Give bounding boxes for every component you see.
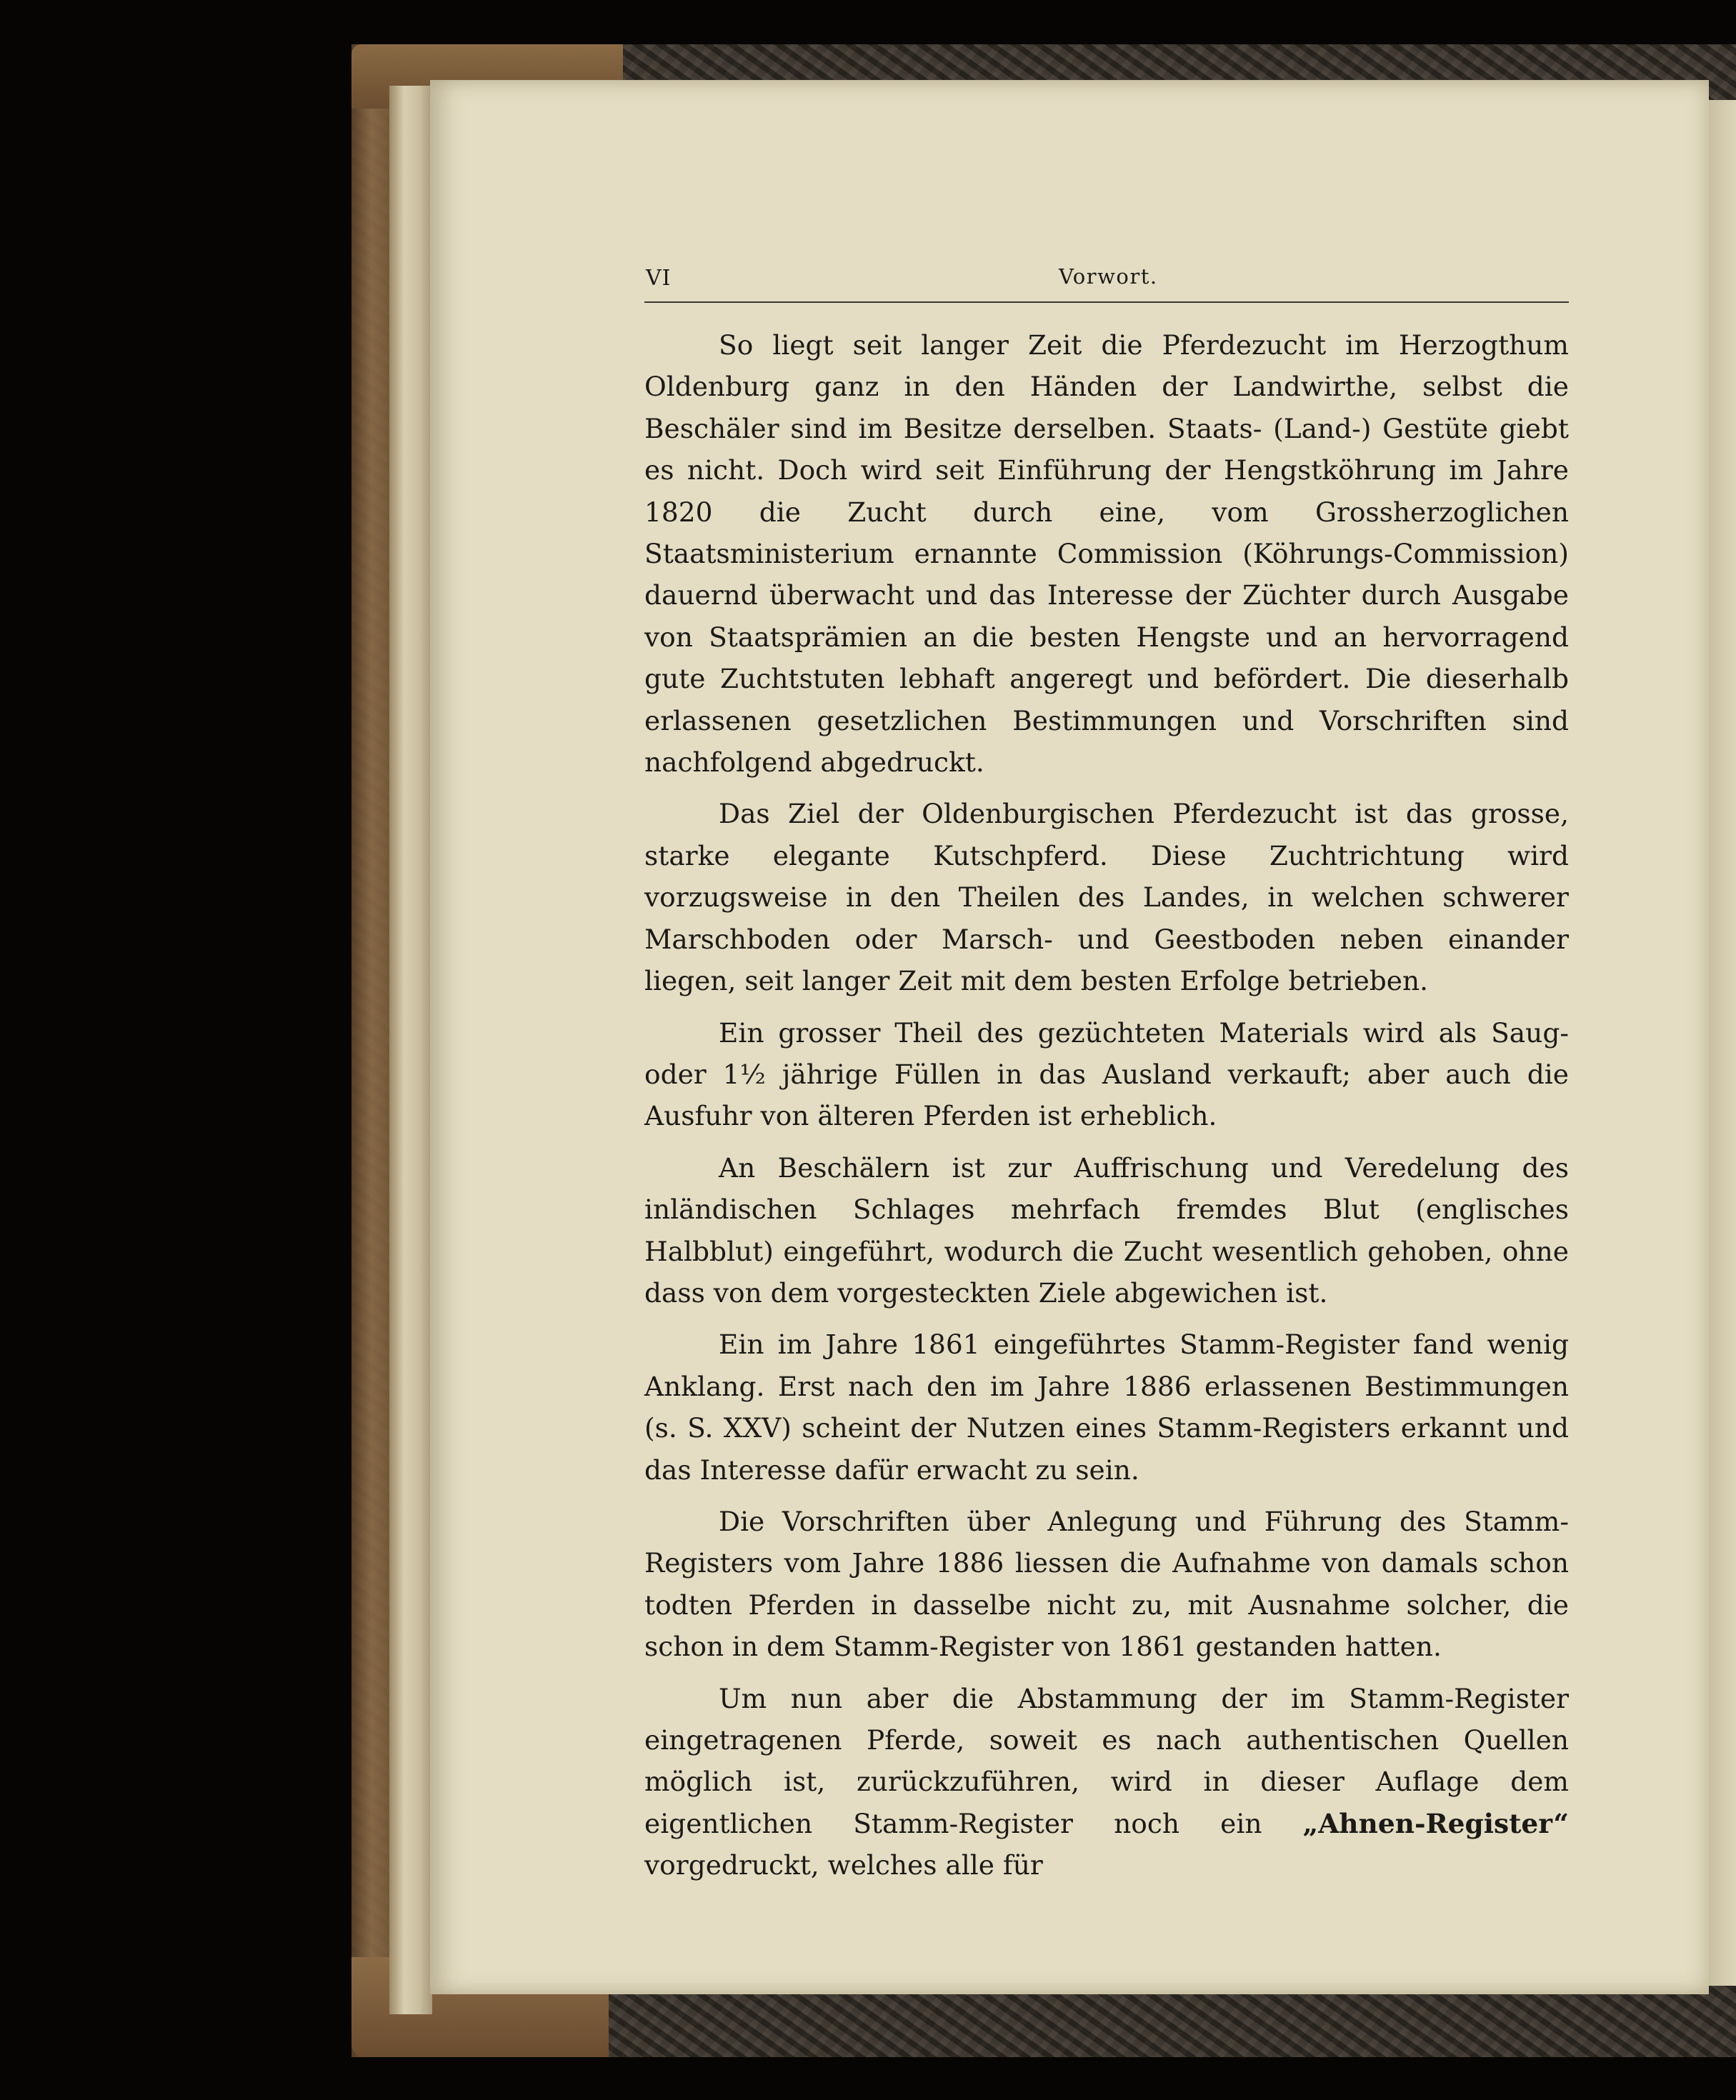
page-gutter xyxy=(389,86,432,2014)
paragraph-5: Ein im Jahre 1861 eingeführtes Stamm-Register fand wenig Anklang. Erst nach den im Jahre 1886 erlassenen Bestimmungen (s. S. XXV) scheint der Nutzen eines Stamm-Registers erkannt und das Interesse dafür erwacht zu sein. xyxy=(644,1329,1569,1486)
ahnen-register-emphasis: „Ahnen-Register“ xyxy=(1302,1807,1569,1839)
paragraph-2: Das Ziel der Oldenburgischen Pferdezucht ist das grosse, starke elegante Kutschpferd. Diese Zuchtrichtung wird vorzugsweise in den Theilen des Landes, in welchen schwerer Marschboden oder Marsch- und Geestboden neben einander liegen, seit langer Zeit mit dem besten Erfolge betrieben. xyxy=(644,798,1569,997)
paragraph-7-text-end: vorgedruckt, welches alle für xyxy=(644,1849,1043,1881)
paragraph-4: An Beschälern ist zur Auffrischung und Veredelung des inländischen Schlages mehrfach fremdes Blut (englisches Halbblut) eingeführt, wodurch die Zucht wesentlich gehoben, ohne dass von dem vorgesteckten Ziele abgewichen ist. xyxy=(644,1151,1569,1309)
paragraph-1: So liegt seit langer Zeit die Pferdezucht im Herzogthum Oldenburg ganz in den Händen der Landwirthe, selbst die Beschäler sind im Besitze derselben. Staats- (Land-) Gestüte giebt es nicht. Doch wird seit Einführung der Hengstköhrung im Jahre 1820 die Zucht durch eine, vom Grossherzoglichen Staatsministerium ernannte Commission (Köhrungs-Commission) dauernd überwacht und das Interesse der Züchter durch Ausgabe von Staatsprämien an die besten Hengste und an hervorragend gute Zuchtstuten lebhaft angeregt und befördert. Die dieserhalb erlassenen gesetzlichen Bestimmungen und Vorschriften sind nachfolgend abgedruckt. xyxy=(644,329,1569,779)
header-rule xyxy=(644,301,1569,303)
page-content xyxy=(644,264,1569,1886)
page-number: VI xyxy=(646,266,672,291)
paragraph-3: Ein grosser Theil des gezüchteten Materials wird als Saug- oder 1½ jährige Füllen in das Ausland verkauft; aber auch die Ausfuhr von älteren Pferden ist erheblich. xyxy=(644,1016,1569,1132)
paragraph-7-text-start: Um nun aber die Abstammung der im Stamm-Register eingetragenen Pferde, soweit es nach authentischen Quellen möglich ist, zurückzuführen, wird in dieser Auflage dem eigentlichen Stamm-Register noch ein xyxy=(644,1682,1569,1839)
next-page-edge xyxy=(1709,100,1736,1986)
paragraph-7 xyxy=(644,1678,1569,1886)
paragraph-6: Die Vorschriften über Anlegung und Führung des Stamm-Registers vom Jahre 1886 liessen die Aufnahme von damals schon todten Pferden in dasselbe nicht zu, mit Ausnahme solcher, die schon in dem Stamm-Register von 1861 gestanden hatten. xyxy=(644,1505,1569,1663)
running-head xyxy=(644,264,1569,300)
header-title: Vorwort. xyxy=(1059,264,1158,289)
